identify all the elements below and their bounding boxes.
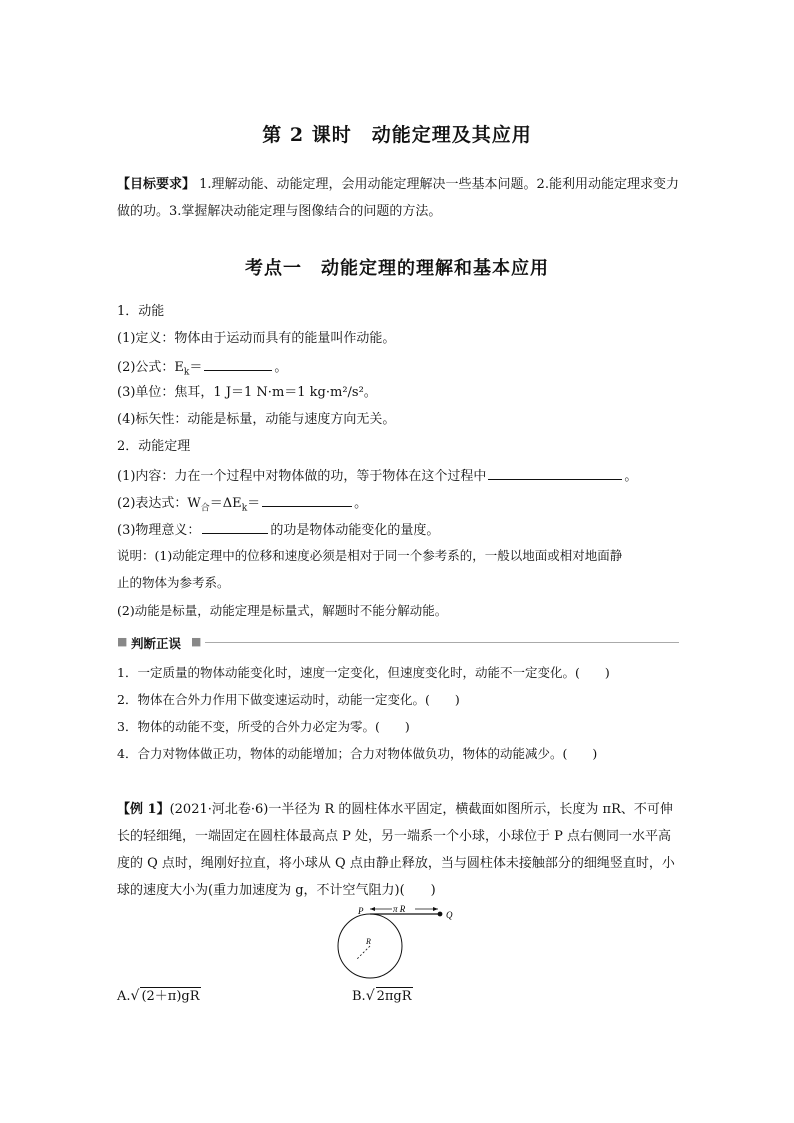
content-prefix: (1)内容：力在一个过程中对物体做的功，等于物体在这个过程中 — [117, 469, 487, 484]
content-blank[interactable] — [488, 466, 622, 480]
choice-a[interactable] — [117, 987, 201, 1006]
kinetic-unit: (3)单位：焦耳，1 J＝1 N·m＝1 kg·m²/s²。 — [117, 385, 377, 400]
cylinder-figure — [320, 900, 470, 980]
square-marker-icon: ■ — [191, 635, 202, 648]
goals-text: 1.理解动能、动能定理，会用动能定理解决一些基本问题。2.能利用动能定理求变力做的功。3.掌握解决动能定理与图像结合的问题的方法。 — [117, 177, 679, 219]
ball-q — [438, 912, 443, 917]
section-title: 考点一 动能定理的理解和基本应用 — [245, 258, 549, 279]
formula-blank[interactable] — [204, 357, 272, 371]
theorem-heading: 2．动能定理 — [117, 439, 191, 454]
kinetic-heading: 1．动能 — [117, 304, 165, 319]
theorem-content — [117, 466, 687, 486]
expr-prefix: (2)表达式：W — [117, 496, 201, 511]
arrow-right-icon — [433, 907, 438, 911]
choice-a-prefix: A. — [117, 989, 131, 1004]
choice-b-prefix: B. — [352, 989, 366, 1004]
label-r: R — [366, 937, 371, 946]
example-paragraph — [117, 796, 679, 904]
note-line-1b: 止的物体为参考系。 — [117, 575, 230, 590]
formula-sub: k — [183, 367, 190, 378]
note-line-2: (2)动能是标量，动能定理是标量式，解题时不能分解动能。 — [117, 603, 448, 618]
formula-end: 。 — [274, 360, 288, 375]
expr-end: 。 — [354, 496, 368, 511]
label-p: P — [358, 906, 364, 916]
radius-line — [356, 946, 370, 960]
arrow-left-icon — [370, 907, 375, 911]
judge-header — [117, 634, 679, 650]
expr-sub2: k — [241, 503, 248, 514]
choice-a-radicand: (2＋π)gR — [141, 989, 200, 1004]
expr-mid: ＝ΔE — [209, 496, 242, 511]
meaning-blank[interactable] — [202, 520, 268, 534]
label-pir: π R — [393, 904, 406, 914]
judge-item: 3．物体的动能不变，所受的合外力必定为零。( ) — [117, 719, 410, 734]
kinetic-definition: (1)定义：物体由于运动而具有的能量叫作动能。 — [117, 331, 396, 346]
note-line-1a: 说明：(1)动能定理中的位移和速度必须是相对于同一个参考系的，一般以地面或相对地面静 — [117, 548, 623, 563]
meaning-suffix: 的功是物体动能变化的量度。 — [270, 523, 440, 538]
choice-b[interactable] — [352, 987, 413, 1006]
expr-sub: 合 — [200, 503, 210, 514]
square-marker-icon: ■ — [117, 635, 128, 648]
judge-label: 判断正误 — [131, 636, 182, 651]
content-end: 。 — [624, 469, 638, 484]
example-text: (2021·河北卷·6)一半径为 R 的圆柱体水平固定，横截面如图所示，长度为 πR、不可伸长的轻细绳，一端固定在圆柱体最高点 P 处，另一端系一个小球，小球位于 P 点右侧同一水平高度的 Q 点时，绳刚好拉直，将小球从 Q 点由静止释放，当与圆柱体未接触部分的细绳竖直时，小球的速度大小为(重力加速度为 g，不计空气阻力)( ) — [117, 802, 675, 898]
judge-item: 4．合力对物体做正功，物体的动能增加；合力对物体做负功，物体的动能减少。( ) — [117, 746, 598, 761]
label-q: Q — [446, 910, 453, 920]
kinetic-scalar: (4)标矢性：动能是标量，动能与速度方向无关。 — [117, 412, 396, 427]
formula-prefix: (2)公式：E — [117, 360, 184, 375]
kinetic-formula — [117, 357, 687, 382]
expr-blank[interactable] — [262, 493, 352, 507]
lesson-title: 第 2 课时 动能定理及其应用 — [262, 124, 532, 146]
example-tag: 【例 1】 — [117, 802, 170, 817]
divider — [205, 642, 679, 643]
theorem-expression — [117, 493, 687, 518]
formula-eq: ＝ — [189, 360, 203, 375]
meaning-prefix: (3)物理意义： — [117, 523, 201, 538]
theorem-meaning — [117, 520, 687, 540]
choice-b-radicand: 2πgR — [376, 989, 412, 1004]
goals-tag: 【目标要求】 — [117, 177, 196, 192]
sqrt-icon: √ — [365, 988, 375, 1004]
expr-eq: ＝ — [247, 496, 261, 511]
sqrt-icon: √ — [130, 988, 140, 1004]
judge-item: 2．物体在合外力作用下做变速运动时，动能一定变化。( ) — [117, 692, 460, 707]
judge-item: 1．一定质量的物体动能变化时，速度一定变化，但速度变化时，动能不一定变化。( ) — [117, 665, 610, 680]
goals-paragraph — [117, 171, 679, 225]
